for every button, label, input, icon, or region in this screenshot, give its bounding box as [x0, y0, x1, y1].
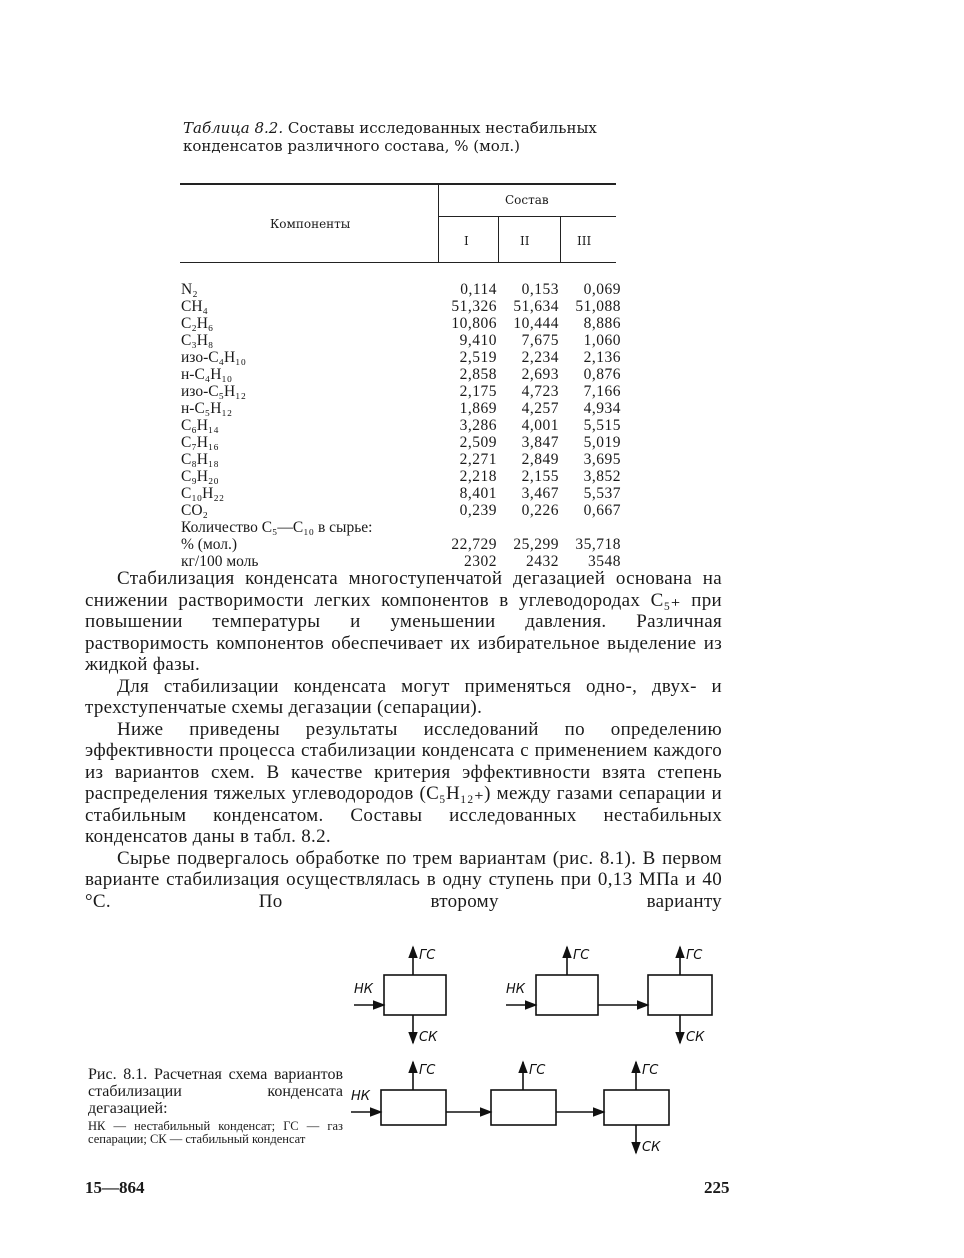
figure-caption — [88, 1066, 343, 1146]
composition-value: 51,326 — [451, 298, 497, 315]
header-composition: Состав — [505, 193, 549, 207]
composition-value: 2432 — [526, 553, 559, 570]
composition-value: 51,088 — [575, 298, 621, 315]
paragraph: Сырье подвергалось обработке по трем вариантам (рис. 8.1). В первом варианте стабилизация осуществлялась в одну ступень при 0,13 МПа и 40 °С. По второму варианту — [85, 847, 722, 912]
component-name: Количество C₅—C₁₀ в сырье: — [181, 519, 373, 536]
gas-label: ГС — [419, 948, 436, 963]
header-col-2: II — [520, 234, 530, 248]
composition-value: 4,723 — [521, 383, 559, 400]
gas-label: ГС — [419, 1063, 436, 1078]
composition-value: 8,886 — [583, 315, 621, 332]
composition-value: 2,136 — [583, 349, 621, 366]
composition-value: 3548 — [588, 553, 621, 570]
composition-value: 2,858 — [459, 366, 497, 383]
composition-value: 2,218 — [459, 468, 497, 485]
component-name: CH₄ — [181, 298, 208, 315]
composition-value: 3,695 — [583, 451, 621, 468]
composition-value: 2,693 — [521, 366, 559, 383]
separator-box — [604, 1090, 669, 1125]
composition-value: 35,718 — [575, 536, 621, 553]
separator-box — [536, 975, 598, 1015]
component-name: C₈H₁₈ — [181, 451, 219, 468]
composition-value: 0,239 — [459, 502, 497, 519]
composition-value: 4,257 — [521, 400, 559, 417]
composition-value: 0,069 — [583, 281, 621, 298]
component-name: н-C₅H₁₂ — [181, 400, 233, 417]
composition-value: 0,876 — [583, 366, 621, 383]
composition-value: 3,847 — [521, 434, 559, 451]
component-name: N₂ — [181, 281, 198, 298]
input-label: НК — [354, 982, 374, 997]
composition-value: 5,515 — [583, 417, 621, 434]
separator-box — [381, 1090, 446, 1125]
composition-value: 5,019 — [583, 434, 621, 451]
paragraph: Стабилизация конденсата многоступенчатой дегазацией основана на снижении растворимости легких компонентов в углеводородах C₅₊ при повышении температуры и уменьшении давления. Различная растворимость компонентов обеспечивает их избирательное выделение из жидкой фазы. — [85, 568, 722, 675]
composition-value: 1,869 — [459, 400, 497, 417]
separator-box — [384, 975, 446, 1015]
output-label: СК — [642, 1140, 661, 1155]
composition-value: 2,175 — [459, 383, 497, 400]
input-label: НК — [506, 982, 526, 997]
figure-legend: НК — нестабильный конденсат; ГС — газ сепарации; СК — стабильный конденсат — [88, 1119, 343, 1146]
header-col-3: III — [577, 234, 592, 248]
composition-value: 25,299 — [513, 536, 559, 553]
gas-label: ГС — [686, 948, 703, 963]
component-name: C₆H₁₄ — [181, 417, 219, 434]
component-name: кг/100 моль — [181, 553, 259, 570]
composition-value: 7,675 — [521, 332, 559, 349]
composition-value: 2,155 — [521, 468, 559, 485]
separator-box — [648, 975, 712, 1015]
table-caption-text: Составы исследованных нестабильных конденсатов различного состава, % (мол.) — [183, 119, 597, 155]
header-col-1: I — [464, 234, 469, 248]
signature-mark: 15—864 — [85, 1178, 145, 1197]
composition-value: 10,806 — [451, 315, 497, 332]
gas-label: ГС — [573, 948, 590, 963]
composition-value: 4,001 — [521, 417, 559, 434]
composition-value: 2,509 — [459, 434, 497, 451]
composition-value: 0,226 — [521, 502, 559, 519]
composition-value: 0,153 — [521, 281, 559, 298]
component-name: C₁₀H₂₂ — [181, 485, 225, 502]
composition-value: 0,667 — [583, 502, 621, 519]
composition-value: 0,114 — [460, 281, 497, 298]
composition-value: 7,166 — [583, 383, 621, 400]
gas-label: ГС — [642, 1063, 659, 1078]
output-label: СК — [419, 1030, 438, 1045]
component-name: C₃H₈ — [181, 332, 214, 349]
composition-value: 5,537 — [583, 485, 621, 502]
gas-label: ГС — [529, 1063, 546, 1078]
header-components: Компоненты — [270, 217, 351, 231]
input-label: НК — [351, 1089, 371, 1104]
composition-value: 2,234 — [521, 349, 559, 366]
component-name: CO₂ — [181, 502, 208, 519]
component-name: C₉H₂₀ — [181, 468, 219, 485]
separator-box — [491, 1090, 556, 1125]
component-name: изо-C₄H₁₀ — [181, 349, 246, 366]
composition-value: 22,729 — [451, 536, 497, 553]
component-name: C₂H₆ — [181, 315, 214, 332]
composition-value: 8,401 — [459, 485, 497, 502]
output-label: СК — [686, 1030, 705, 1045]
composition-value: 3,286 — [459, 417, 497, 434]
composition-value: 3,467 — [521, 485, 559, 502]
composition-value: 2,519 — [459, 349, 497, 366]
composition-value: 10,444 — [513, 315, 559, 332]
composition-value: 2,271 — [459, 451, 497, 468]
component-name: C₇H₁₆ — [181, 434, 219, 451]
table-caption-label: Таблица 8.2. — [183, 119, 284, 137]
composition-value: 4,934 — [583, 400, 621, 417]
composition-value: 9,410 — [459, 332, 497, 349]
figure-caption-title: Рис. 8.1. Расчетная схема вариантов стабилизации конденсата дегазацией: — [88, 1066, 343, 1117]
composition-value: 3,852 — [583, 468, 621, 485]
component-name: % (мол.) — [181, 536, 238, 553]
paragraph: Для стабилизации конденсата могут применяться одно-, двух- и трехступенчатые схемы дегазации (сепарации). — [85, 675, 722, 718]
composition-value: 2,849 — [521, 451, 559, 468]
component-name: н-C₄H₁₀ — [181, 366, 233, 383]
composition-value: 1,060 — [583, 332, 621, 349]
component-name: изо-C₅H₁₂ — [181, 383, 246, 400]
composition-value: 2302 — [464, 553, 497, 570]
page-number: 225 — [704, 1178, 730, 1197]
paragraph: Ниже приведены результаты исследований по определению эффективности процесса стабилизации конденсата с применением каждого из вариантов схем. В качестве критерия эффективности взята степень распределения тяжелых углеводородов (C₅H₁₂₊) между газами сепарации и стабильным конденсатом. Составы исследованных нестабильных конденсатов даны в табл. 8.2. — [85, 718, 722, 847]
composition-value: 51,634 — [513, 298, 559, 315]
